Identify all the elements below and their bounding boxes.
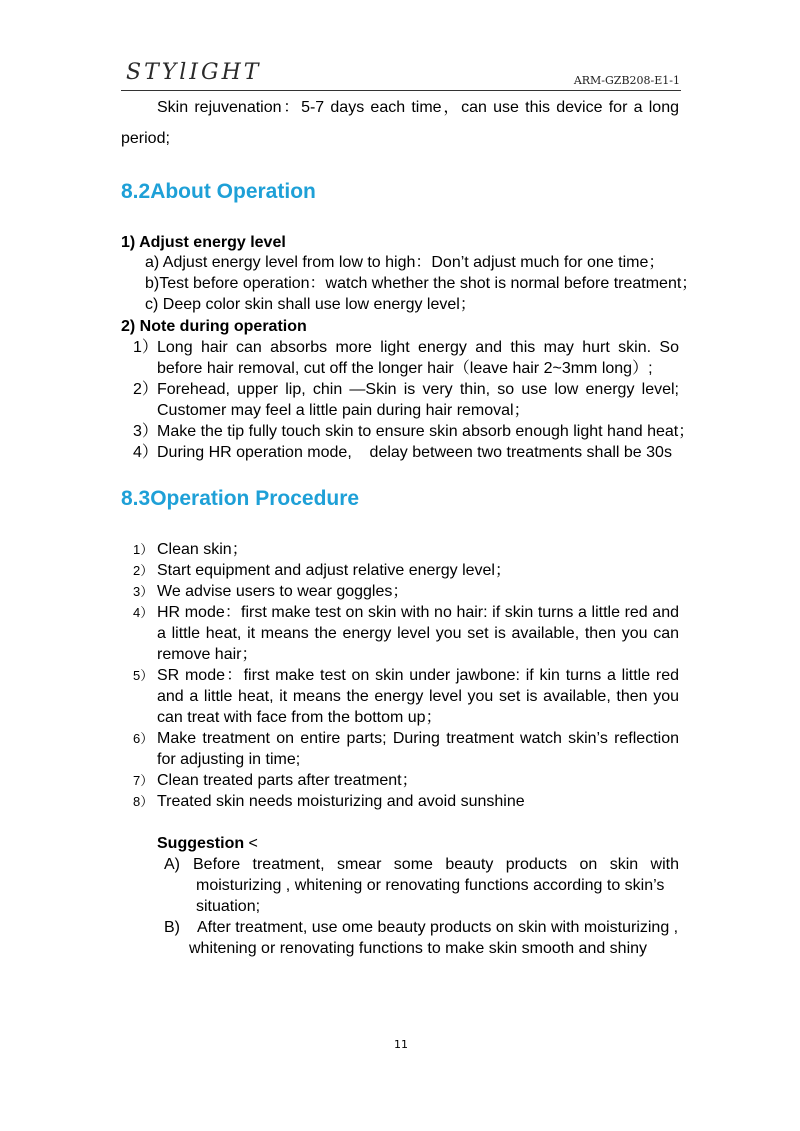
note-line: before hair removal, cut off the longer hair（leave hair 2~3mm long）; [157,360,653,377]
suggestion-line: whitening or renovating functions to make skin smooth and shiny [189,940,648,957]
step-number: 2） [133,563,154,578]
energy-instruction-c: c) Deep color skin shall use low energy level； [145,296,476,313]
step-number: 4） [133,605,154,620]
note-line: Long hair can absorbs more light energy and this may hurt skin. So [157,339,679,356]
page-number: 11 [394,1038,408,1051]
step-line: and a little heat, it means the energy level you set is available, then you [157,688,679,705]
note-line: Forehead, upper lip, chin —Skin is very thin, so use low energy level; [157,381,679,398]
suggestion-label: Suggestion [157,835,245,852]
step-line: Clean treated parts after treatment； [157,772,418,789]
step-line: We advise users to wear goggles； [157,583,409,600]
step-number: 5） [133,668,154,683]
suggestion-mark: < [244,835,258,852]
suggestion-line: Before treatment, smear some beauty products on skin with [193,856,679,873]
step-line: Treated skin needs moisturizing and avoid sunshine [157,793,525,810]
subheading-adjust-energy: 1) Adjust energy level [121,234,286,251]
note-number: 2） [133,381,158,398]
section-8-3-title: 8.3Operation Procedure [121,487,360,510]
step-line: Clean skin； [157,541,248,558]
note-line: Customer may feel a little pain during hair removal； [157,402,530,419]
subheading-note-operation: 2) Note during operation [121,318,307,335]
step-line: for adjusting in time; [157,751,301,768]
note-number: 1） [133,339,158,356]
brand-logo: STYlIGHT [126,60,262,85]
document-code: ARM-GZB208-E1-1 [573,74,680,87]
step-line: SR mode：first make test on skin under jawbone: if kin turns a little red [157,667,679,684]
suggestion-line: situation; [196,898,261,915]
note-number: 3） [133,423,158,440]
step-line: can treat with face from the bottom up； [157,709,442,726]
section-8-2-title: 8.2About Operation [121,180,316,203]
header-rule [121,90,681,91]
intro-line-2: period; [121,130,170,147]
suggestion-number: A) [164,856,180,873]
step-line: a little heat, it means the energy level you set is available, then you can [157,625,679,642]
note-line: During HR operation mode, delay between two treatments shall be 30s [157,444,672,461]
intro-line-1: Skin rejuvenation：5-7 days each time，can use this device for a long [157,99,679,116]
step-line: remove hair； [157,646,258,663]
step-line: HR mode：first make test on skin with no hair: if skin turns a little red and [157,604,679,621]
energy-instruction-a: a) Adjust energy level from low to high：Don’t adjust much for one time； [145,254,665,271]
step-line: Start equipment and adjust relative energy level； [157,562,511,579]
step-number: 6） [133,731,154,746]
energy-instruction-b: b)Test before operation：watch whether the shot is normal before treatment； [145,275,698,292]
step-number: 8） [133,794,154,809]
note-number: 4） [133,444,158,461]
suggestion-line: After treatment, use ome beauty products on skin with moisturizing , [197,919,679,936]
step-line: Make treatment on entire parts; During treatment watch skin’s reflection [157,730,679,747]
step-number: 1） [133,542,154,557]
suggestion-line: moisturizing , whitening or renovating functions according to skin’s [196,877,665,894]
note-line: Make the tip fully touch skin to ensure skin absorb enough light hand heat； [157,423,695,440]
step-number: 3） [133,584,154,599]
suggestion-heading [157,833,258,854]
step-number: 7） [133,773,154,788]
suggestion-number: B) [164,919,180,936]
